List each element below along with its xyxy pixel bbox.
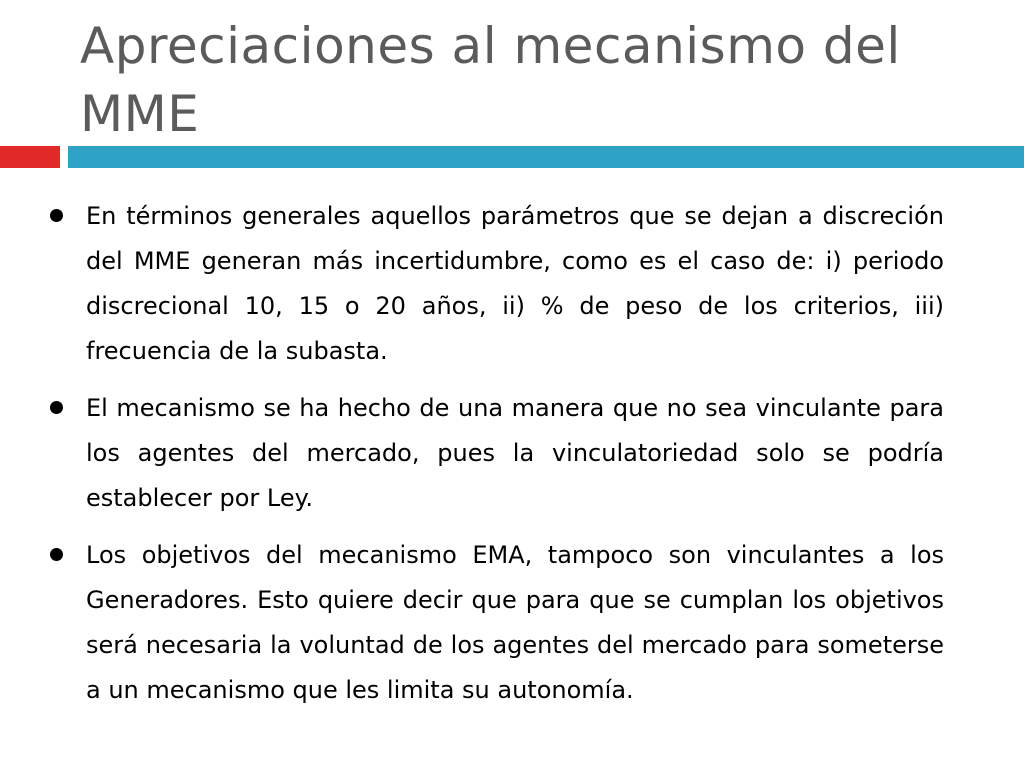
bullet-list: [44, 194, 944, 725]
bullet-text: En términos generales aquellos parámetros que se dejan a discreción del MME generan más incertidumbre, como es el caso de: i) periodo discrecional 10, 15 o 20 años, ii) % de peso de los criterios, iii) frecuencia de la subasta.: [86, 202, 944, 365]
bullet-item: [44, 194, 944, 374]
slide-title-line1: Apreciaciones al mecanismo del: [80, 17, 901, 75]
bullet-item: [44, 533, 944, 713]
accent-bar-red: [0, 146, 60, 168]
bullet-dot-icon: [50, 548, 63, 561]
bullet-text: Los objetivos del mecanismo EMA, tampoco son vinculantes a los Generadores. Esto quiere decir que para que se cumplan los objetivos será necesaria la voluntad de los agentes del mercado para someterse a un mecanismo que les limita su autonomía.: [86, 541, 944, 704]
accent-bar-blue: [68, 146, 1024, 168]
slide-title-line2: MME: [80, 85, 200, 143]
slide-title: [80, 12, 980, 148]
bullet-text: El mecanismo se ha hecho de una manera que no sea vinculante para los agentes del mercado, pues la vinculatoriedad solo se podría establecer por Ley.: [86, 394, 944, 512]
bullet-item: [44, 386, 944, 521]
bullet-dot-icon: [50, 209, 63, 222]
bullet-dot-icon: [50, 401, 63, 414]
